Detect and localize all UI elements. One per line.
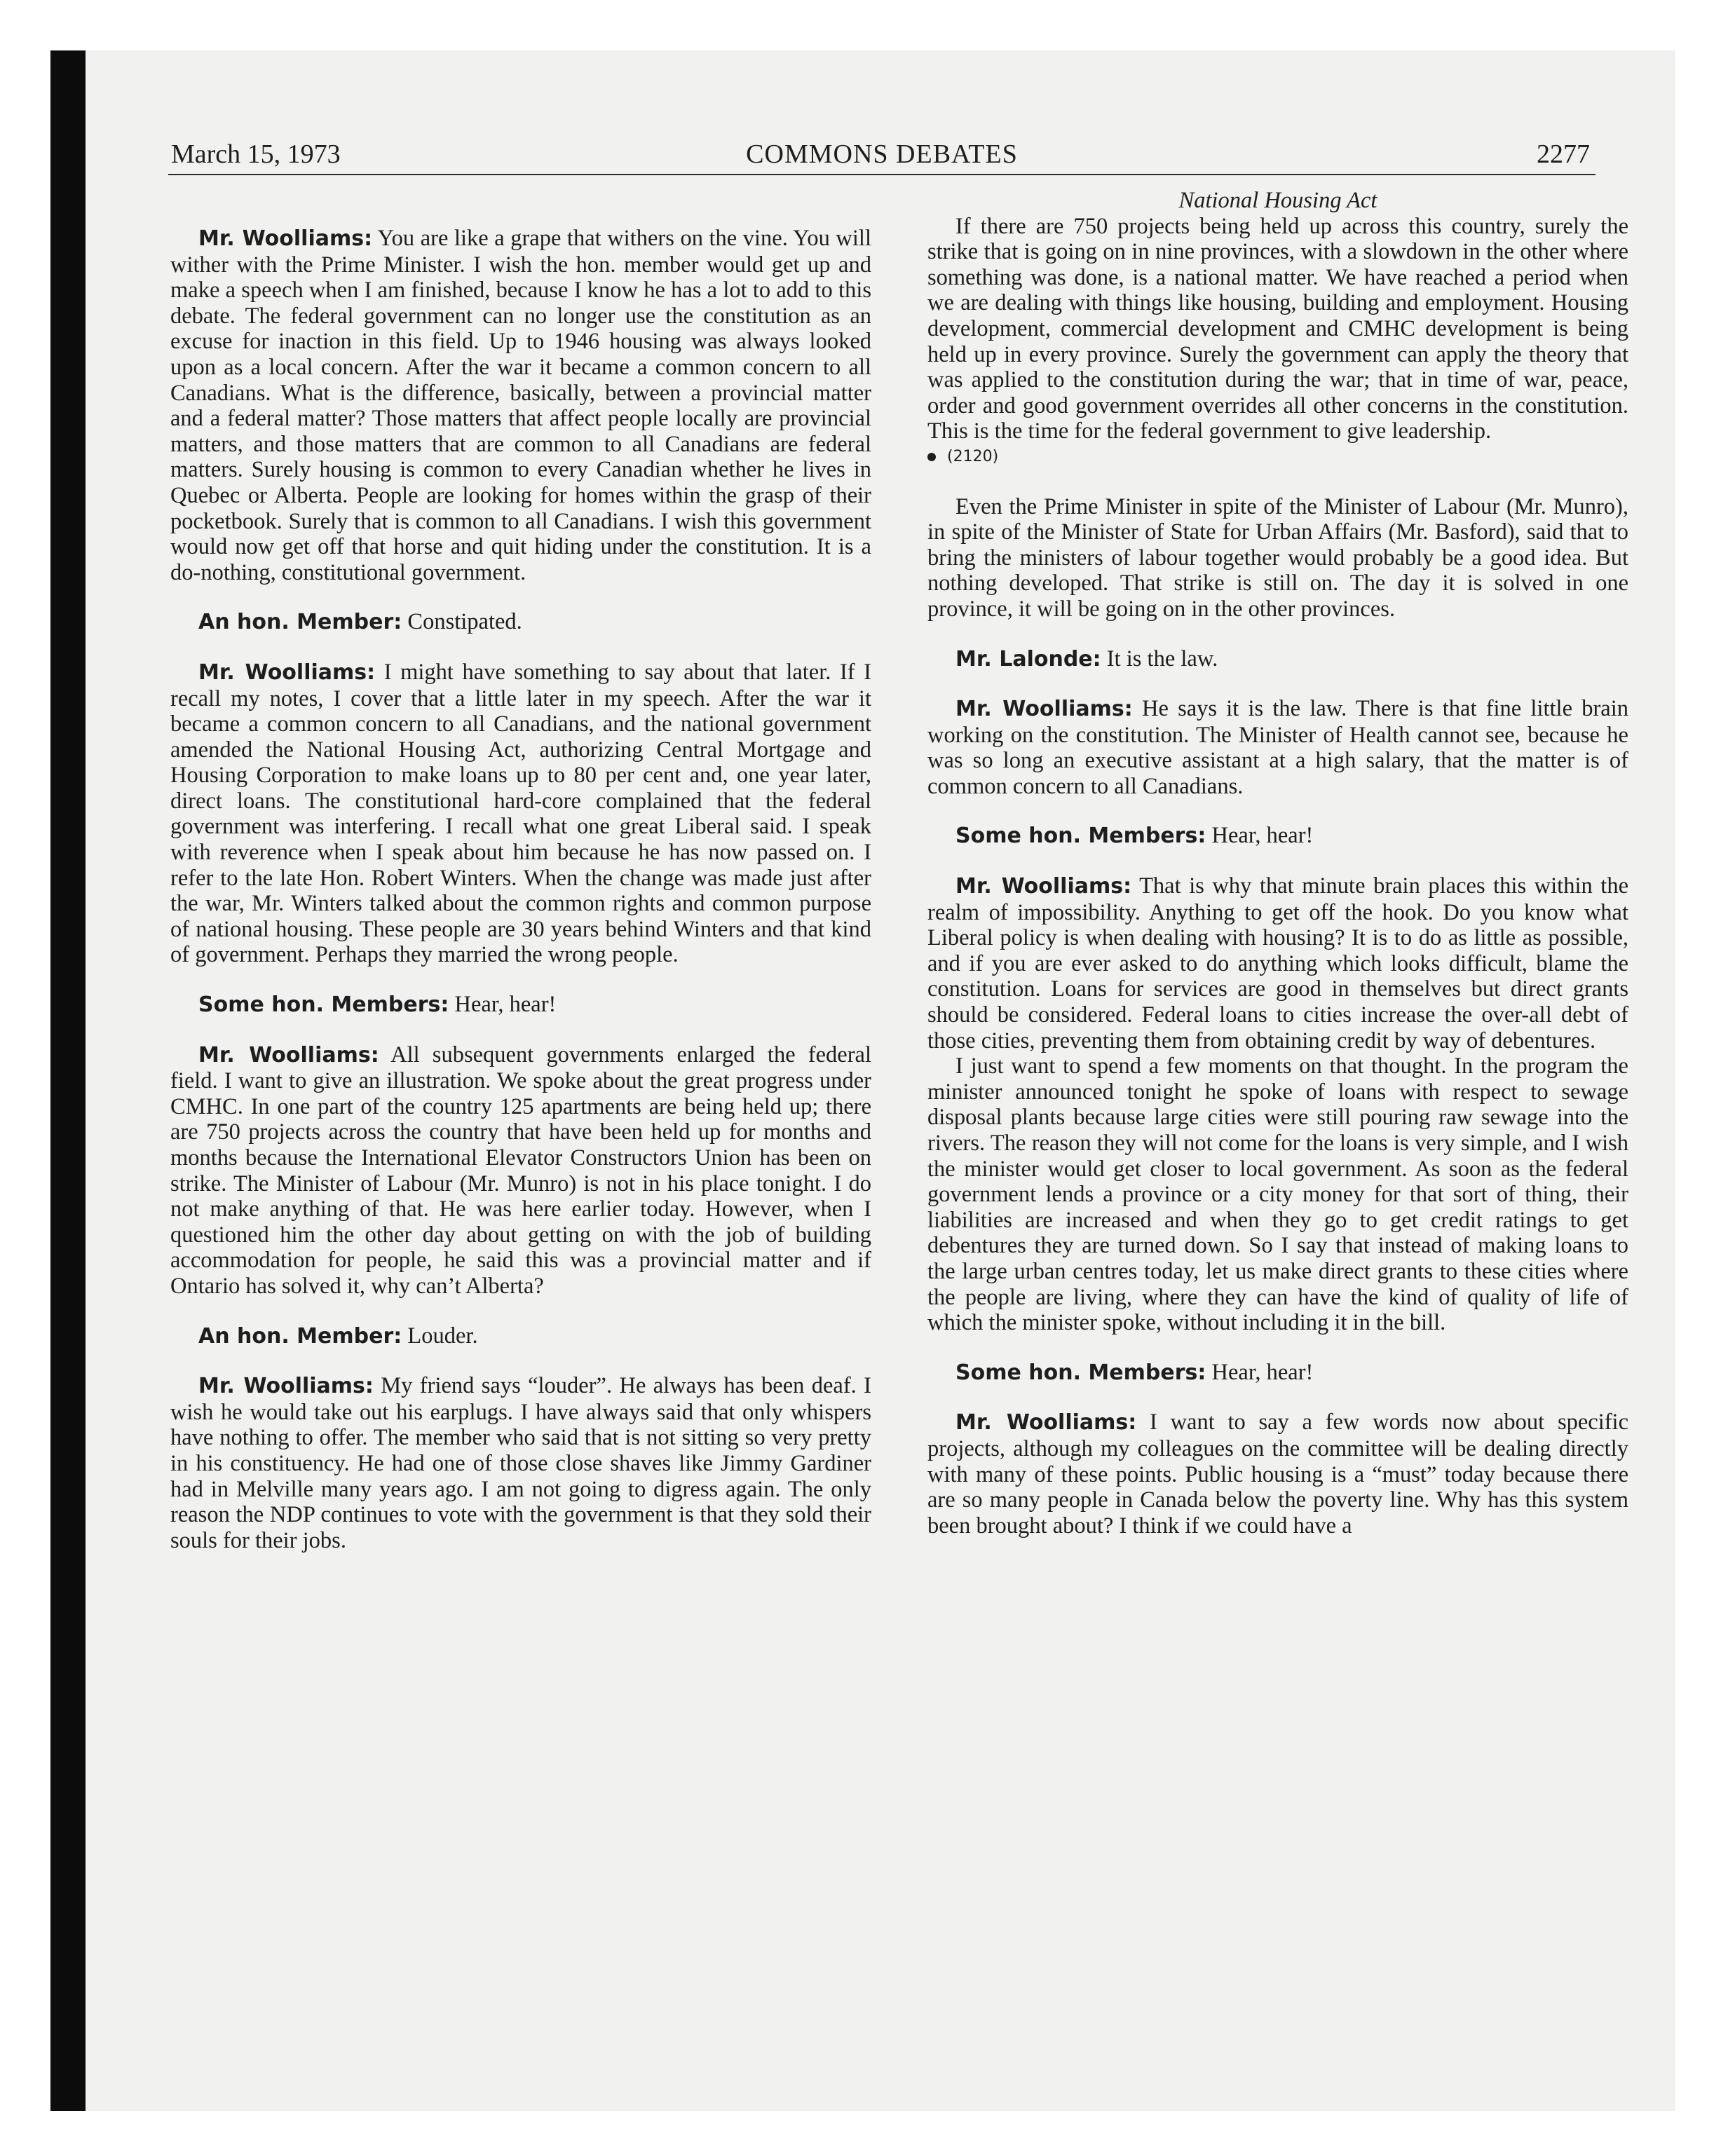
speaker-name: An hon. Member: [198,1323,402,1349]
bullet-icon [927,453,936,461]
speaker-name: Mr. Woolliams: [198,1042,379,1067]
speaker-name: Some hon. Members: [198,992,449,1018]
speech-text: Constipated. [407,609,522,635]
time-marker-label: (2120) [947,447,999,465]
speech-text: My friend says “louder”. He always has been deaf. I wish he would take out his earplugs. I have always said that only whispers have nothing to offer. The member who said that is not sitting so very pretty in his constituency. He had one of those close shaves like Jimmy Gardiner had in Melville many years ago. I am not going to digress again. The only reason the NDP continues to vote with the government is that they sold their souls for their jobs. [170,1373,871,1553]
speech-text: Hear, hear! [1211,1359,1314,1385]
speech-paragraph [170,1373,871,1553]
speech-text: I might have something to say about that later. If I recall my notes, I cover that a little later in my speech. After the war it became a common concern to all Canadians, and the national government amended the National Housing Act, authorizing Central Mortgage and Housing Corporation to make loans up to 80 per cent and, one year later, direct loans. The constitutional hard-core complained that the federal government was interfering. I recall what one great Liberal said. I speak with reverence when I speak about him because he has now passed on. I refer to the late Hon. Robert Winters. When the change was made just after the war, Mr. Winters talked about the common rights and common purpose of national housing. These people are 30 years behind Winters and that kind of government. Perhaps they married the wrong people. [170,659,872,968]
speaker-name: Mr. Woolliams: [955,697,1133,722]
right-column-top [927,214,1628,444]
speech-paragraph [927,1360,1628,1386]
speech-paragraph [927,696,1628,799]
speaker-name: Mr. Woolliams: [955,1410,1137,1435]
speech-paragraph [927,646,1628,673]
left-column [170,226,871,1553]
speech-paragraph [170,226,871,585]
speaker-name: Some hon. Members: [955,1360,1206,1385]
speaker-name: Mr. Lalonde: [955,646,1101,671]
speech-paragraph [927,1410,1628,1538]
speech-text: If there are 750 projects being held up across this country, surely the strike that is going on in nine provinces, with a slowdown in the other where something was done, is a national matter. We have reached a period when we are dealing with things like housing, building and employment. Housing development, commercial development and CMHC development is being held up in every province. Surely the government can apply the theory that was applied to the constitution during the war; that in time of war, peace, order and good government overrides all other concerns in the constitution. This is the time for the federal government to give leadership. [927,213,1628,444]
speech-paragraph [170,1323,871,1350]
speaker-name: Mr. Woolliams: [198,660,376,685]
header-page-number: 2277 [1537,139,1590,169]
right-column-bottom [927,494,1628,1539]
speech-paragraph [170,660,871,968]
speech-text: Even the Prime Minister in spite of the Minister of Labour (Mr. Munro), in spite of the Minister of State for Urban Affairs (Mr. Basford), said that to bring the ministers of labour together would probably be a good idea. But nothing developed. That strike is still on. The day it is solved in one province, it will be going on in the other provinces. [927,493,1628,622]
speech-text: All subsequent governments enlarged the federal field. I want to give an illustration. We spoke about the great progress under CMHC. In one part of the country 125 apartments are being held up; there are 750 projects across the country that have been held up for months and months because the International Elevator Constructors Union has been on strike. The Minister of Labour (Mr. Munro) is not in his place tonight. I do not make anything of that. He was here earlier today. However, when I questioned him the other day about getting on with the job of building accommodation for people, he said this was a provincial matter and if Ontario has solved it, why can’t Alberta? [170,1042,871,1299]
speech-text: I just want to spend a few moments on that thought. In the program the minister announced tonight he spoke of loans with respect to sewage disposal plants because large cities were still pouring raw sewage into the rivers. The reason they will not come for the loans is very simple, and I wish the minister would get closer to local government. As soon as the federal government lends a province or a city money for that sort of thing, their liabilities are increased and when they go to get credit ratings to get debentures they are turned down. So I say that instead of making loans to the large urban centres today, let us make direct grants to these cities where the people are living, where they can have the kind of quality of life of which the minister spoke, without including it in the bill. [927,1053,1628,1336]
speaker-name: Mr. Woolliams: [955,874,1132,899]
header-date: March 15, 1973 [171,139,341,169]
speech-text: Hear, hear! [1211,823,1314,849]
speech-paragraph [170,992,871,1018]
speech-text: You are like a grape that withers on the vine. You will wither with the Prime Minister. I wish the hon. member would get up and make a speech when I am finished, because I know he has a lot to add to this debate. The federal government can no longer use the constitution as an excuse for inaction in this field. Up to 1946 housing was always looked upon as a local concern. After the war it became a common concern to all Canadians. What is the difference, basically, between a provincial matter and a federal matter? Those matters that affect people locally are provincial matters, and those matters that are common to all Canadians are federal matters. Surely housing is common to every Canadian whether he lives in Quebec or Alberta. People are looking for homes within the grasp of their pocketbook. Surely that is common to all Canadians. I wish this government would now get off that horse and quit hiding under the constitution. It is a do-nothing, constitutional government. [170,226,871,585]
speech-text: I want to say a few words now about specific projects, although my colleagues on the committee will be dealing directly with many of these points. Public housing is a “must” today because there are so many people in Canada below the poverty line. Why has this system been brought about? I think if we could have a [927,1410,1629,1538]
speaker-name: An hon. Member: [198,610,402,635]
time-marker [927,444,1628,470]
speech-paragraph [927,823,1628,850]
speech-paragraph [927,873,1628,1053]
speaker-name: Some hon. Members: [955,824,1206,849]
speech-text: He says it is the law. There is that fine little brain working on the constitution. The Minister of Health cannot see, because he was so long an executive assistant at a high salary, that the matter is of common concern to all Canadians. [927,696,1628,799]
speech-paragraph [170,1042,871,1299]
speech-text: Hear, hear! [454,992,557,1018]
text-paragraph [927,1053,1628,1336]
speech-text: Louder. [407,1323,478,1349]
right-column [927,188,1628,1538]
running-head: National Housing Act [1178,188,1377,213]
scan-edge-bar [50,50,86,2111]
speech-text: It is the law. [1106,646,1218,671]
speech-text: That is why that minute brain places this within the realm of impossibility. Anything to get off the hook. Do you know what Liberal policy is when dealing with housing? It is to do as little as possible, and if you are ever asked to do anything which looks difficult, blame the constitution. Loans for services are good in themselves but direct grants should be considered. Federal loans to cities increase the over-all debt of those cities, preventing them from obtaining credit by way of debentures. [927,873,1628,1053]
speech-paragraph [170,609,871,636]
page-header [168,137,1595,175]
header-title: COMMONS DEBATES [746,139,1018,169]
text-paragraph [927,214,1628,444]
speaker-name: Mr. Woolliams: [198,1374,374,1399]
text-paragraph [927,494,1628,622]
speaker-name: Mr. Woolliams: [198,226,373,251]
